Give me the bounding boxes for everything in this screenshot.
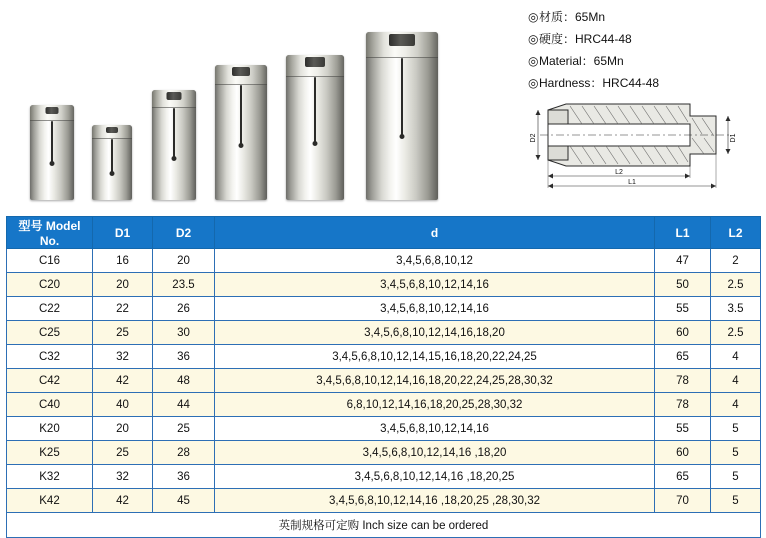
cell-d: 3,4,5,6,8,10,12,14,16 ,18,20,25 ,28,30,32	[215, 489, 655, 513]
spec-item-text: 硬度：HRC44-48	[539, 32, 632, 46]
collet-c16	[30, 105, 74, 200]
cell-model: K20	[7, 417, 93, 441]
collet-c32	[286, 55, 344, 200]
collet-slot-end	[313, 141, 318, 146]
cell-d: 6,8,10,12,14,16,18,20,25,28,30,32	[215, 393, 655, 417]
cell-l1: 78	[655, 393, 711, 417]
cell-d: 3,4,5,6,8,10,12	[215, 249, 655, 273]
spec-item-2	[528, 50, 764, 72]
cell-d: 3,4,5,6,8,10,12,14,16,18,20,22,24,25,28,30,32	[215, 369, 655, 393]
col-header-model: 型号 Model No.	[7, 217, 93, 249]
cell-l1: 65	[655, 465, 711, 489]
spec-item-0	[528, 6, 764, 28]
collet-c25	[215, 65, 267, 200]
collet-slot	[51, 121, 53, 163]
cell-d: 3,4,5,6,8,10,12,14,16 ,18,20	[215, 441, 655, 465]
cell-d2: 44	[153, 393, 215, 417]
cell-d2: 36	[153, 345, 215, 369]
cell-model: K42	[7, 489, 93, 513]
table-row	[7, 345, 761, 369]
collet-slot-end	[400, 134, 405, 139]
cell-d1: 22	[93, 297, 153, 321]
collet-bore	[305, 57, 325, 67]
cell-d1: 20	[93, 273, 153, 297]
bullet-ring-icon: ◎	[528, 32, 539, 46]
spec-item-text: 材质：65Mn	[539, 10, 606, 24]
table-row	[7, 465, 761, 489]
cell-model: K25	[7, 441, 93, 465]
cell-l2: 5	[711, 489, 761, 513]
collet-slot	[111, 139, 113, 173]
cell-d1: 42	[93, 369, 153, 393]
cell-d2: 26	[153, 297, 215, 321]
collet-slot-end	[172, 156, 177, 161]
cell-l1: 60	[655, 441, 711, 465]
col-header-d1: D1	[93, 217, 153, 249]
cell-l2: 2.5	[711, 321, 761, 345]
cell-d2: 36	[153, 465, 215, 489]
cell-d: 3,4,5,6,8,10,12,14,16,18,20	[215, 321, 655, 345]
table-row	[7, 297, 761, 321]
spec-item-1	[528, 28, 764, 50]
table-row	[7, 273, 761, 297]
cell-l2: 4	[711, 393, 761, 417]
cell-d1: 42	[93, 489, 153, 513]
spec-item-text: Hardness：HRC44-48	[539, 76, 660, 90]
cell-model: C20	[7, 273, 93, 297]
col-header-d: d	[215, 217, 655, 249]
collet-bore	[167, 92, 182, 100]
collet-slot-end	[239, 143, 244, 148]
bullet-ring-icon: ◎	[528, 10, 539, 24]
collet-slot	[401, 58, 403, 136]
dim-l2-label: L2	[615, 169, 623, 176]
cell-l1: 50	[655, 273, 711, 297]
cell-d2: 45	[153, 489, 215, 513]
cell-model: C25	[7, 321, 93, 345]
table-row	[7, 321, 761, 345]
cell-d1: 40	[93, 393, 153, 417]
collet-bore	[232, 67, 250, 76]
cell-d: 3,4,5,6,8,10,12,14,16	[215, 273, 655, 297]
material-spec-list	[528, 6, 764, 94]
dim-d1-label: D1	[730, 133, 737, 143]
technical-drawing	[530, 98, 758, 190]
collet-c22	[152, 90, 196, 200]
spec-item-text: Material：65Mn	[539, 54, 624, 68]
cell-d1: 25	[93, 441, 153, 465]
bullet-ring-icon: ◎	[528, 76, 539, 90]
footer-note: 英制规格可定购 Inch size can be ordered	[7, 513, 761, 538]
col-header-l2: L2	[711, 217, 761, 249]
dim-l1-label: L1	[628, 179, 636, 186]
collet-slot	[314, 77, 316, 143]
cell-d: 3,4,5,6,8,10,12,14,16 ,18,20,25	[215, 465, 655, 489]
dim-d2-label: D2	[530, 133, 537, 143]
table-row	[7, 489, 761, 513]
specification-table	[6, 216, 761, 538]
cell-l2: 2.5	[711, 273, 761, 297]
col-header-l1: L1	[655, 217, 711, 249]
cell-d1: 16	[93, 249, 153, 273]
cell-model: C32	[7, 345, 93, 369]
collet-slot-end	[110, 171, 115, 176]
cell-d: 3,4,5,6,8,10,12,14,15,16,18,20,22,24,25	[215, 345, 655, 369]
cell-model: K32	[7, 465, 93, 489]
table-row	[7, 441, 761, 465]
cell-l1: 47	[655, 249, 711, 273]
cell-d2: 25	[153, 417, 215, 441]
cell-l1: 70	[655, 489, 711, 513]
cell-l2: 4	[711, 369, 761, 393]
cell-l1: 60	[655, 321, 711, 345]
table-row	[7, 249, 761, 273]
cell-l2: 5	[711, 441, 761, 465]
cell-d1: 32	[93, 345, 153, 369]
cell-l1: 78	[655, 369, 711, 393]
cell-model: C40	[7, 393, 93, 417]
collet-c20	[92, 125, 132, 200]
table-footer-row	[7, 513, 761, 538]
cell-d1: 20	[93, 417, 153, 441]
cell-l2: 4	[711, 345, 761, 369]
cell-d2: 23.5	[153, 273, 215, 297]
collet-slot-end	[50, 161, 55, 166]
cell-l2: 2	[711, 249, 761, 273]
cell-d1: 25	[93, 321, 153, 345]
collet-slot	[240, 85, 242, 145]
cell-l1: 65	[655, 345, 711, 369]
cell-d: 3,4,5,6,8,10,12,14,16	[215, 417, 655, 441]
bullet-ring-icon: ◎	[528, 54, 539, 68]
cell-model: C16	[7, 249, 93, 273]
cell-l2: 3.5	[711, 297, 761, 321]
collet-slot	[173, 108, 175, 158]
cell-d2: 48	[153, 369, 215, 393]
cell-l1: 55	[655, 417, 711, 441]
cell-l2: 5	[711, 465, 761, 489]
collet-bore	[46, 107, 59, 114]
spec-item-3	[528, 72, 764, 94]
cell-model: C22	[7, 297, 93, 321]
table-row	[7, 393, 761, 417]
cell-d2: 20	[153, 249, 215, 273]
col-header-d2: D2	[153, 217, 215, 249]
table-row	[7, 369, 761, 393]
cell-d2: 30	[153, 321, 215, 345]
cell-d: 3,4,5,6,8,10,12,14,16	[215, 297, 655, 321]
collet-bore	[389, 34, 415, 46]
drawing-svg	[530, 98, 758, 190]
cell-d2: 28	[153, 441, 215, 465]
table-row	[7, 417, 761, 441]
table-header-row	[7, 217, 761, 249]
cell-l1: 55	[655, 297, 711, 321]
cell-model: C42	[7, 369, 93, 393]
collet-c42	[366, 32, 438, 200]
cell-l2: 5	[711, 417, 761, 441]
product-photo-group	[0, 0, 520, 200]
collet-bore	[106, 127, 118, 133]
cell-d1: 32	[93, 465, 153, 489]
